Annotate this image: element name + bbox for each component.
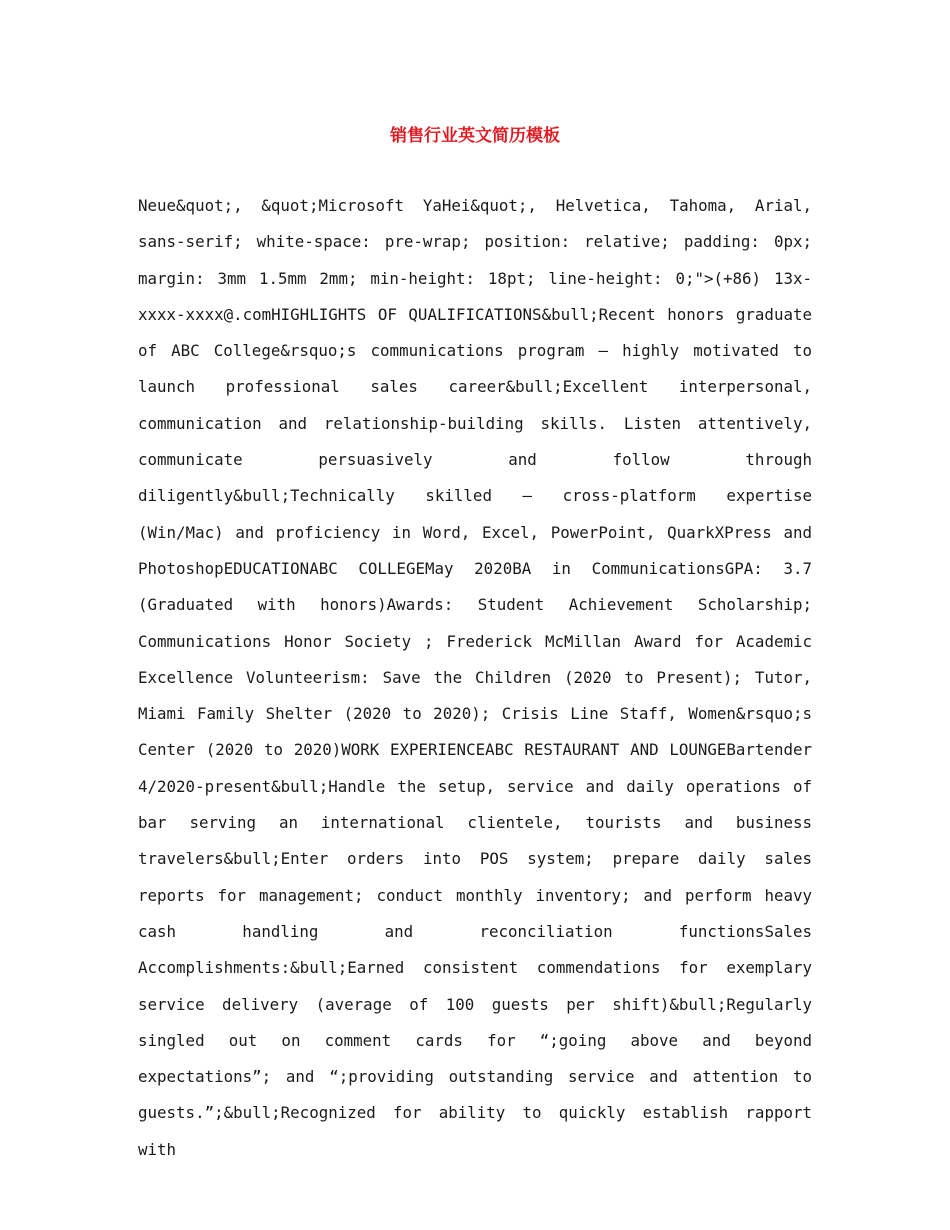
document-body-text: Neue&quot;, &quot;Microsoft YaHei&quot;, Helvetica, Tahoma, Arial, sans-serif; white-space: pre-wrap; position: relative; padding: 0px; margin: 3mm 1.5mm 2mm; min-height: 18pt; line-height: 0;">(+86) 13x-xxxx-xxxx@.comHIGHLIGHTS OF QUALIFICATIONS&bull;Recent honors graduate of ABC College&rsquo;s communications program – highly motivated to launch professional sales career&bull;Excellent interpersonal, communication and relationship-building skills. Listen attentively, communicate persuasively and follow through diligently&bull;Technically skilled – cross-platform expertise (Win/Mac) and proficiency in Word, Excel, PowerPoint, QuarkXPress and PhotoshopEDUCATIONABC COLLEGEMay 2020BA in CommunicationsGPA: 3.7 (Graduated with honors)Awards: Student Achievement Scholarship; Communications Honor Society ; Frederick McMillan Award for Academic Excellence Volunteerism: Save the Children (2020 to Present); Tutor, Miami Family Shelter (2020 to 2020); Crisis Line Staff, Women&rsquo;s Center (2020 to 2020)WORK EXPERIENCEABC RESTAURANT AND LOUNGEBartender 4/2020-present&bull;Handle the setup, service and daily operations of bar serving an international clientele, tourists and business travelers&bull;Enter orders into POS system; prepare daily sales reports for management; conduct monthly inventory; and perform heavy cash handling and reconciliation functionsSales Accomplishments:&bull;Earned consistent commendations for exemplary service delivery (average of 100 guests per shift)&bull;Regularly singled out on comment cards for “;going above and beyond expectations”; and “;providing outstanding service and attention to guests.”;&bull;Recognized for ability to quickly establish rapport with [138,196,812,1159]
document-title: 销售行业英文简历模板 [390,126,560,146]
